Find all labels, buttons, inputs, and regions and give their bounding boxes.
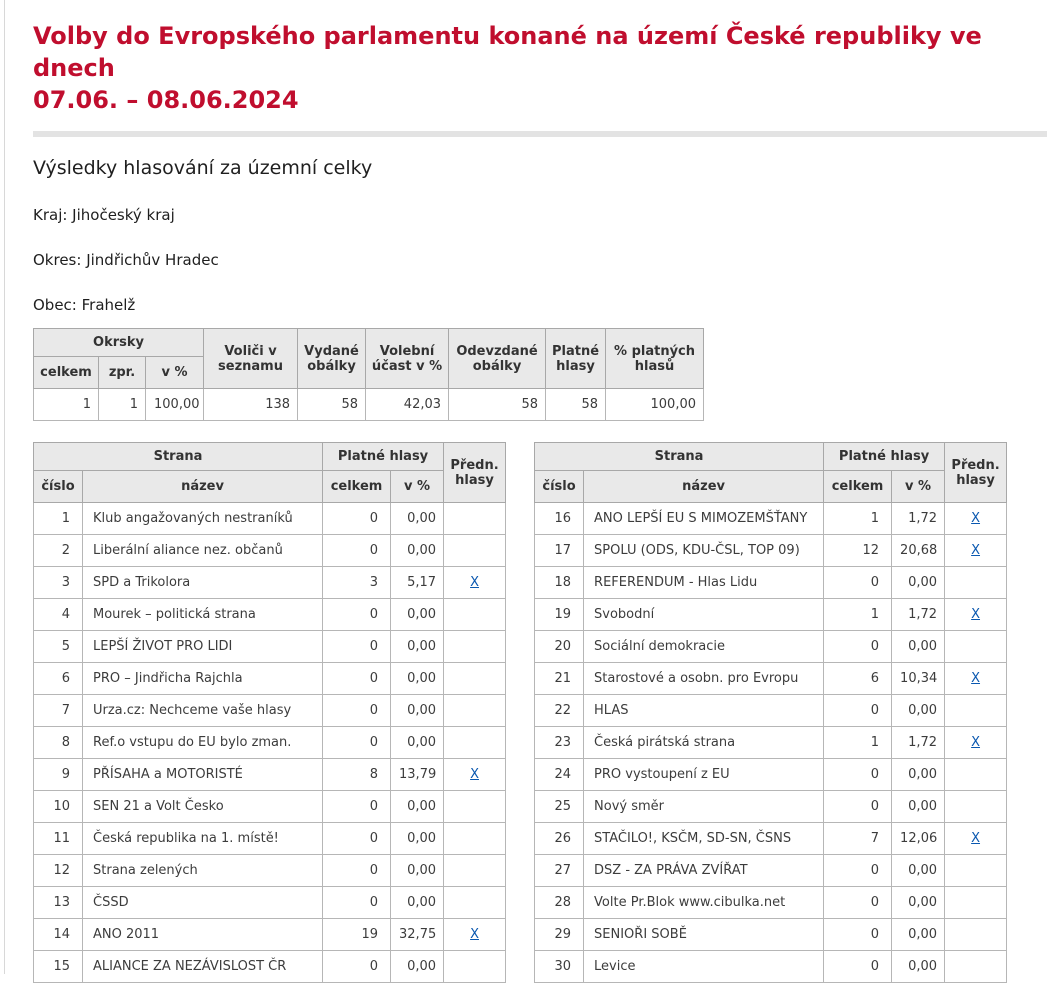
party-header-strana: Strana	[535, 443, 824, 471]
party-votes-pct: 0,00	[391, 599, 444, 631]
party-pref-cell	[444, 599, 506, 631]
summary-header-vydane-obalky: Vydané obálky	[298, 329, 366, 389]
party-row	[34, 631, 506, 663]
preferential-votes-link[interactable]: X	[971, 607, 981, 622]
party-header-predn-hlasy: Předn. hlasy	[945, 443, 1007, 503]
summary-table	[33, 328, 704, 421]
summary-value-vydane-obalky: 58	[298, 389, 366, 421]
party-votes-total: 0	[824, 855, 892, 887]
party-row	[535, 759, 1007, 791]
summary-header-v-pct: v %	[146, 357, 204, 389]
party-row	[535, 791, 1007, 823]
summary-header-celkem: celkem	[34, 357, 99, 389]
party-number: 2	[34, 535, 83, 567]
party-votes-total: 0	[824, 919, 892, 951]
party-votes-pct: 0,00	[391, 951, 444, 983]
party-votes-pct: 10,34	[892, 663, 945, 695]
party-pref-cell	[945, 567, 1007, 599]
party-row	[535, 503, 1007, 535]
page-title	[33, 20, 1047, 116]
party-votes-pct: 0,00	[391, 791, 444, 823]
party-pref-cell	[444, 759, 506, 791]
party-votes-total: 7	[824, 823, 892, 855]
party-header-celkem: celkem	[824, 471, 892, 503]
party-name: Starostové a osobn. pro Evropu	[584, 663, 824, 695]
party-number: 20	[535, 631, 584, 663]
party-votes-pct: 0,00	[892, 567, 945, 599]
summary-value-okrsky-v-pct: 100,00	[146, 389, 204, 421]
party-pref-cell	[444, 567, 506, 599]
preferential-votes-link[interactable]: X	[971, 671, 981, 686]
party-row	[34, 919, 506, 951]
party-name: ČSSD	[83, 887, 323, 919]
party-number: 18	[535, 567, 584, 599]
party-pref-cell	[444, 663, 506, 695]
party-votes-total: 0	[323, 663, 391, 695]
party-row	[34, 727, 506, 759]
party-number: 24	[535, 759, 584, 791]
party-name: Urza.cz: Nechceme vaše hlasy	[83, 695, 323, 727]
party-votes-pct: 0,00	[892, 919, 945, 951]
party-number: 4	[34, 599, 83, 631]
party-votes-pct: 0,00	[892, 631, 945, 663]
party-row	[535, 695, 1007, 727]
party-votes-pct: 0,00	[892, 759, 945, 791]
party-pref-cell	[444, 727, 506, 759]
party-pref-cell	[945, 663, 1007, 695]
party-votes-total: 0	[323, 599, 391, 631]
party-header-predn-hlasy: Předn. hlasy	[444, 443, 506, 503]
party-name: SPD a Trikolora	[83, 567, 323, 599]
summary-header-zpr: zpr.	[99, 357, 146, 389]
party-name: ANO LEPŠÍ EU S MIMOZEMŠŤANY	[584, 503, 824, 535]
party-pref-cell	[945, 695, 1007, 727]
party-name: Česká republika na 1. místě!	[83, 823, 323, 855]
party-pref-cell	[444, 951, 506, 983]
party-votes-pct: 0,00	[391, 855, 444, 887]
party-name: Česká pirátská strana	[584, 727, 824, 759]
party-number: 6	[34, 663, 83, 695]
party-row	[34, 599, 506, 631]
party-votes-total: 1	[824, 599, 892, 631]
party-number: 5	[34, 631, 83, 663]
preferential-votes-link[interactable]: X	[971, 735, 981, 750]
party-votes-pct: 32,75	[391, 919, 444, 951]
preferential-votes-link[interactable]: X	[470, 767, 479, 782]
party-number: 21	[535, 663, 584, 695]
summary-value-pct-platnych: 100,00	[606, 389, 704, 421]
party-votes-total: 0	[323, 727, 391, 759]
party-row	[535, 567, 1007, 599]
party-header-nazev: název	[584, 471, 824, 503]
party-number: 10	[34, 791, 83, 823]
party-number: 12	[34, 855, 83, 887]
party-votes-total: 0	[824, 951, 892, 983]
party-votes-pct: 0,00	[391, 631, 444, 663]
party-number: 23	[535, 727, 584, 759]
party-pref-cell	[945, 855, 1007, 887]
party-pref-cell	[945, 759, 1007, 791]
party-row	[34, 855, 506, 887]
party-header-platne-hlasy: Platné hlasy	[323, 443, 444, 471]
party-header-v-pct: v %	[892, 471, 945, 503]
party-number: 9	[34, 759, 83, 791]
party-name: Klub angažovaných nestraníků	[83, 503, 323, 535]
party-pref-cell	[444, 535, 506, 567]
party-name: REFERENDUM - Hlas Lidu	[584, 567, 824, 599]
party-pref-cell	[444, 855, 506, 887]
party-votes-pct: 12,06	[892, 823, 945, 855]
preferential-votes-link[interactable]: X	[971, 511, 981, 526]
party-votes-total: 0	[323, 791, 391, 823]
party-name: STAČILO!, KSČM, SD-SN, ČSNS	[584, 823, 824, 855]
summary-value-okrsky-celkem: 1	[34, 389, 99, 421]
title-divider	[33, 131, 1047, 137]
region-kraj: Kraj: Jihočeský kraj	[33, 206, 175, 224]
party-name: ALIANCE ZA NEZÁVISLOST ČR	[83, 951, 323, 983]
party-header-strana: Strana	[34, 443, 323, 471]
party-number: 28	[535, 887, 584, 919]
party-votes-total: 1	[824, 503, 892, 535]
party-row	[34, 887, 506, 919]
party-number: 15	[34, 951, 83, 983]
party-name: Liberální aliance nez. občanů	[83, 535, 323, 567]
party-header-celkem: celkem	[323, 471, 391, 503]
party-pref-cell	[945, 951, 1007, 983]
party-votes-pct: 0,00	[391, 503, 444, 535]
party-votes-total: 0	[323, 887, 391, 919]
party-row	[535, 951, 1007, 983]
party-row	[535, 599, 1007, 631]
party-number: 19	[535, 599, 584, 631]
party-votes-pct: 0,00	[892, 887, 945, 919]
party-name: LEPŠÍ ŽIVOT PRO LIDI	[83, 631, 323, 663]
summary-header-platne-hlasy: Platné hlasy	[546, 329, 606, 389]
party-votes-total: 0	[824, 695, 892, 727]
party-table-right	[534, 442, 1007, 983]
party-row	[34, 823, 506, 855]
party-number: 8	[34, 727, 83, 759]
party-name: PŘÍSAHA a MOTORISTÉ	[83, 759, 323, 791]
party-pref-cell	[444, 695, 506, 727]
summary-header-odevzdane-obalky: Odevzdané obálky	[449, 329, 546, 389]
party-name: Strana zelených	[83, 855, 323, 887]
summary-header-volici: Voliči v seznamu	[204, 329, 298, 389]
party-name: Levice	[584, 951, 824, 983]
party-number: 11	[34, 823, 83, 855]
preferential-votes-link[interactable]: X	[971, 831, 981, 846]
party-row	[535, 535, 1007, 567]
party-pref-cell	[945, 791, 1007, 823]
summary-data-row	[34, 389, 704, 421]
party-votes-total: 0	[323, 631, 391, 663]
party-header-cislo: číslo	[535, 471, 584, 503]
party-pref-cell	[945, 823, 1007, 855]
party-name: SPOLU (ODS, KDU-ČSL, TOP 09)	[584, 535, 824, 567]
party-votes-pct: 0,00	[892, 951, 945, 983]
party-row	[535, 727, 1007, 759]
summary-value-platne-hlasy: 58	[546, 389, 606, 421]
party-number: 29	[535, 919, 584, 951]
party-number: 17	[535, 535, 584, 567]
party-pref-cell	[945, 919, 1007, 951]
party-votes-total: 0	[323, 535, 391, 567]
party-header-platne-hlasy: Platné hlasy	[824, 443, 945, 471]
party-votes-pct: 13,79	[391, 759, 444, 791]
page-title-line1: Volby do Evropského parlamentu konané na území České republiky ve dnech	[33, 22, 982, 82]
party-pref-cell	[945, 631, 1007, 663]
party-votes-pct: 0,00	[391, 887, 444, 919]
preferential-votes-link[interactable]: X	[470, 575, 479, 590]
party-votes-total: 0	[323, 951, 391, 983]
party-votes-pct: 0,00	[391, 727, 444, 759]
party-number: 3	[34, 567, 83, 599]
summary-header-okrsky: Okrsky	[34, 329, 204, 357]
party-row	[34, 695, 506, 727]
page-title-line2: 07.06. – 08.06.2024	[33, 86, 299, 114]
party-votes-pct: 0,00	[391, 663, 444, 695]
party-name: DSZ - ZA PRÁVA ZVÍŘAT	[584, 855, 824, 887]
party-number: 1	[34, 503, 83, 535]
party-name: Nový směr	[584, 791, 824, 823]
party-pref-cell	[444, 503, 506, 535]
party-number: 14	[34, 919, 83, 951]
party-header-v-pct: v %	[391, 471, 444, 503]
party-row	[535, 887, 1007, 919]
party-votes-total: 0	[824, 567, 892, 599]
party-name: ANO 2011	[83, 919, 323, 951]
party-row	[535, 631, 1007, 663]
party-votes-total: 0	[824, 759, 892, 791]
party-votes-pct: 1,72	[892, 503, 945, 535]
party-name: Ref.o vstupu do EU bylo zman.	[83, 727, 323, 759]
party-votes-total: 0	[824, 631, 892, 663]
party-number: 30	[535, 951, 584, 983]
preferential-votes-link[interactable]: X	[971, 543, 981, 558]
party-row	[34, 567, 506, 599]
party-votes-total: 0	[323, 503, 391, 535]
party-votes-pct: 0,00	[391, 695, 444, 727]
party-votes-total: 0	[824, 887, 892, 919]
summary-value-okrsky-zpr: 1	[99, 389, 146, 421]
summary-value-volebni-ucast: 42,03	[366, 389, 449, 421]
preferential-votes-link[interactable]: X	[470, 927, 479, 942]
party-name: SENIOŘI SOBĚ	[584, 919, 824, 951]
party-name: HLAS	[584, 695, 824, 727]
party-votes-total: 1	[824, 727, 892, 759]
party-header-cislo: číslo	[34, 471, 83, 503]
party-votes-total: 0	[323, 823, 391, 855]
region-okres: Okres: Jindřichův Hradec	[33, 251, 219, 269]
party-name: Svobodní	[584, 599, 824, 631]
party-votes-total: 6	[824, 663, 892, 695]
party-votes-pct: 5,17	[391, 567, 444, 599]
summary-header-volebni-ucast: Volební účast v %	[366, 329, 449, 389]
party-pref-cell	[444, 823, 506, 855]
party-row	[34, 791, 506, 823]
party-table-left	[33, 442, 506, 983]
party-row	[535, 823, 1007, 855]
party-pref-cell	[444, 887, 506, 919]
party-row	[535, 919, 1007, 951]
region-obec: Obec: Frahelž	[33, 296, 136, 314]
party-votes-total: 12	[824, 535, 892, 567]
party-pref-cell	[444, 631, 506, 663]
party-pref-cell	[945, 599, 1007, 631]
party-votes-total: 0	[323, 695, 391, 727]
party-votes-pct: 0,00	[391, 823, 444, 855]
party-row	[34, 759, 506, 791]
summary-value-volici: 138	[204, 389, 298, 421]
party-row	[34, 663, 506, 695]
party-number: 26	[535, 823, 584, 855]
party-pref-cell	[945, 503, 1007, 535]
party-name: Sociální demokracie	[584, 631, 824, 663]
party-number: 27	[535, 855, 584, 887]
party-row	[535, 855, 1007, 887]
party-tables-row	[33, 442, 1047, 983]
party-number: 16	[535, 503, 584, 535]
party-votes-pct: 1,72	[892, 599, 945, 631]
party-pref-cell	[945, 727, 1007, 759]
party-header-nazev: název	[83, 471, 323, 503]
summary-header-pct-platnych: % platných hlasů	[606, 329, 704, 389]
party-votes-total: 0	[824, 791, 892, 823]
party-row	[34, 535, 506, 567]
party-number: 22	[535, 695, 584, 727]
summary-value-odevzdane-obalky: 58	[449, 389, 546, 421]
party-votes-total: 19	[323, 919, 391, 951]
party-row	[34, 503, 506, 535]
party-votes-pct: 0,00	[892, 791, 945, 823]
party-votes-pct: 0,00	[892, 695, 945, 727]
party-number: 25	[535, 791, 584, 823]
party-votes-pct: 1,72	[892, 727, 945, 759]
party-pref-cell	[444, 791, 506, 823]
party-name: Volte Pr.Blok www.cibulka.net	[584, 887, 824, 919]
party-pref-cell	[945, 535, 1007, 567]
party-pref-cell	[945, 887, 1007, 919]
party-votes-pct: 0,00	[892, 855, 945, 887]
party-number: 13	[34, 887, 83, 919]
party-name: SEN 21 a Volt Česko	[83, 791, 323, 823]
party-votes-pct: 0,00	[391, 535, 444, 567]
party-row	[34, 951, 506, 983]
party-name: PRO vystoupení z EU	[584, 759, 824, 791]
party-votes-total: 0	[323, 855, 391, 887]
party-votes-pct: 20,68	[892, 535, 945, 567]
party-votes-total: 3	[323, 567, 391, 599]
party-name: Mourek – politická strana	[83, 599, 323, 631]
party-row	[535, 663, 1007, 695]
party-votes-total: 8	[323, 759, 391, 791]
party-name: PRO – Jindřicha Rajchla	[83, 663, 323, 695]
party-pref-cell	[444, 919, 506, 951]
section-title: Výsledky hlasování za územní celky	[33, 157, 373, 179]
party-number: 7	[34, 695, 83, 727]
